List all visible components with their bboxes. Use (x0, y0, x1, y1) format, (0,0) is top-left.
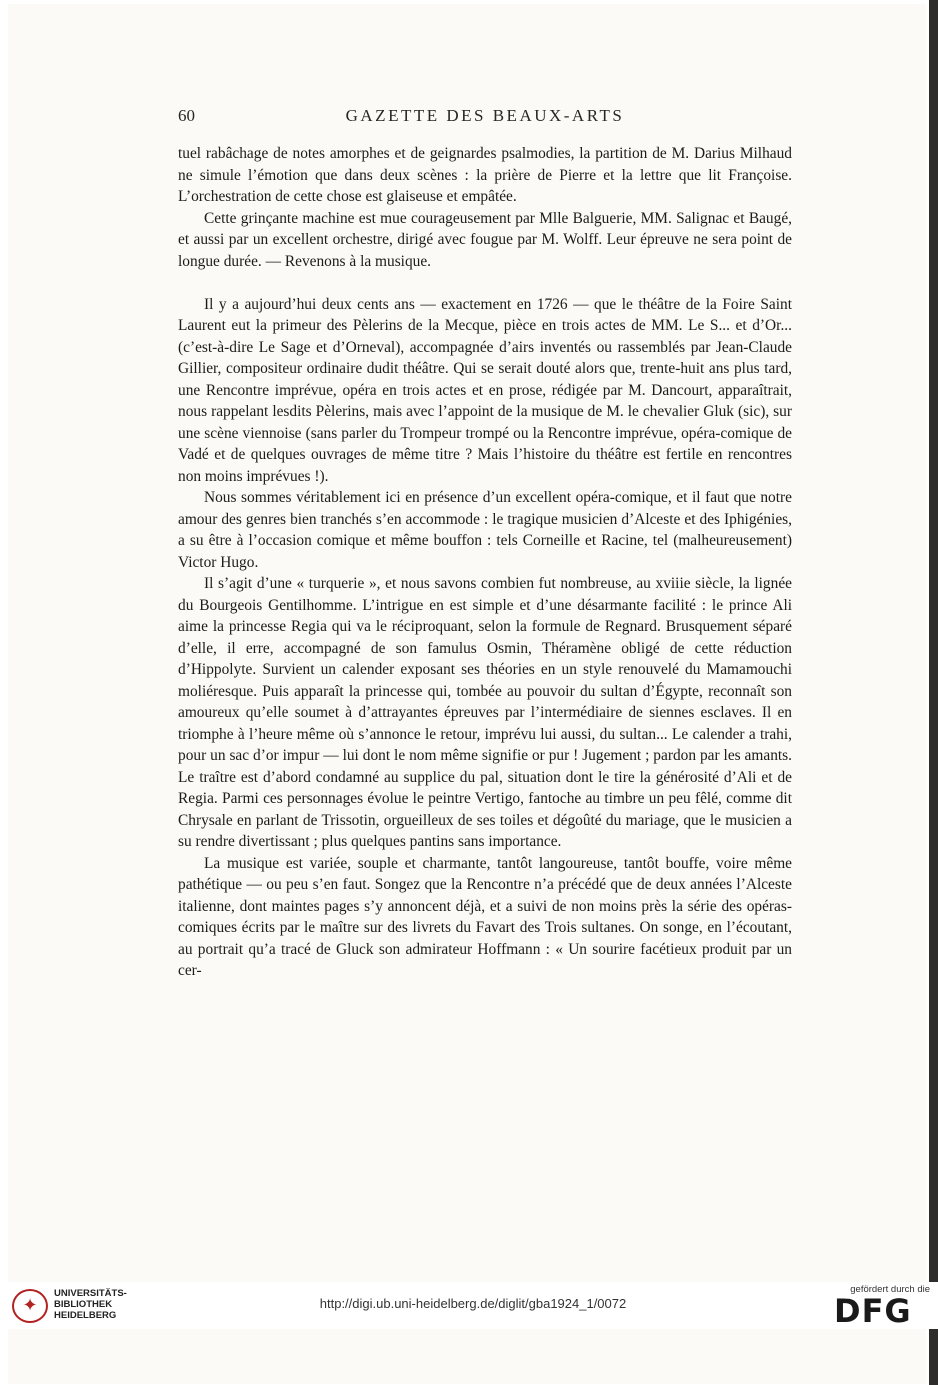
library-seal-icon: ✦ (12, 1289, 48, 1323)
paragraph: Nous sommes véritablement ici en présence d’un excellent opéra-comique, et il faut que notre amour des genres bien tranchés s’en accommode : le tragique musicien d’Alceste et des Iphigénies, a su être à l’occasion comique et même bouffon : tels Corneille et Racine, tel (malheureusement) Victor Hugo. (178, 489, 792, 571)
paragraph: tuel rabâchage de notes amorphes et de geignardes psalmodies, la partition de M. Darius Milhaud ne simule l’émotion que dans deux scènes : la prière de Pierre et la lettre que lit Françoise. L’orchestration de cette chose est glaiseuse et empâtée. (178, 145, 792, 205)
digitization-footer (0, 1282, 938, 1329)
page-edge (929, 0, 938, 1385)
permalink[interactable]: http://digi.ub.uni-heidelberg.de/diglit/gba1924_1/0072 (319, 1296, 627, 1311)
article-body (178, 143, 792, 982)
page-number: 60 (178, 106, 195, 125)
paragraph: Cette grinçante machine est mue courageusement par Mlle Balguerie, MM. Salignac et Baugé, et aussi par un excellent orchestre, dirigé avec fougue par M. Wolff. Leur épreuve ne sera point de longue durée. — Revenons à la musique. (178, 209, 792, 270)
library-logo[interactable] (12, 1286, 162, 1328)
journal-title: GAZETTE DES BEAUX-ARTS (345, 106, 625, 125)
funder-note: gefördert durch die (850, 1284, 930, 1295)
dfg-logo-text: DFG (834, 1292, 912, 1330)
paragraph: Il y a aujourd’hui deux cents ans — exactement en 1726 — que le théâtre de la Foire Saint Laurent eut la primeur des Pèlerins de la Mecque, pièce en trois actes de MM. Le S... et d’Or... (c’est-à-dire Le Sage et d’Orneval), accompagnée d’airs inventés ou rassemblés par Jean-Claude Gillier, compositeur ordinaire dudit théâtre. Qui se serait douté alors que, trente-huit ans plus tard, une Rencontre imprévue, opéra en trois actes et en prose, rédigée par M. Dancourt, apparaîtrait, nous rappelant lesdits Pèlerins, mais avec l’appoint de la musique de M. le chevalier Gluk (sic), sur une scène viennoise (sans parler du Trompeur trompé ou la Rencontre imprévue, opéra-comique de Vadé et de quelques ouvrages de même titre ? Mais l’histoire du théâtre est fertile en rencontres non moins imprévues !). (178, 295, 792, 485)
paragraph: La musique est variée, souple et charmante, tantôt langoureuse, tantôt bouffe, voire même pathétique — ou peu s’en faut. Songez que la Rencontre n’a précédé que de deux années l’Alceste italienne, dont maintes pages s’y annoncent déjà, et a suivi de non moins près la série des opéras-comiques écrits par le maître sur des livrets du Favart des Trois sultanes. On songe, en l’écoutant, au portrait qu’a tracé de Gluck son admirateur Hoffmann : « Un sourire facétieux produit par un cer- (178, 854, 792, 979)
library-name: UNIVERSITÄTS- BIBLIOTHEK HEIDELBERG (54, 1288, 127, 1321)
paragraph: Il s’agit d’une « turquerie », et nous savons combien fut nombreuse, au xviiie siècle, la lignée du Bourgeois Gentilhomme. L’intrigue en est simple et d’une désarmante facilité : le prince Ali aime la princesse Regia qui va le réciproquant, selon la formule de Regnard. Brusquement séparé d’elle, il erre, accompagné de son famulus Osmin, Théramène obligé de cette réduction d’Hippolyte. Survient un calender exposant ses théories en un style renouvelé du Mamamouchi moliéresque. Puis apparaît la princesse qui, tombée au pouvoir du sultan d’Égypte, reconnaît son amoureux qu’elle soumet à d’attrayantes épreuves par l’intermédiaire de siennes esclaves. Il en triomphe à l’heure même où s’annonce le retour, imprévu lui aussi, du sultan... Le calender a trahi, pour un sac d’or impur — lui dont le nom même signifie or pur ! Jugement ; pardon par les amants. Le traître est d’abord condamné au supplice du pal, situation dont le tire la générosité d’Ali et de Regia. Parmi ces personnages évolue le peintre Vertigo, fantoche au timbre un peu fêlé, comme dit Chrysale en parlant de Trissotin, orgueilleux de ses toiles et dégoûté du mariage, que le musicien a su rendre divertissant ; plus quelques pantins sans importance. (178, 575, 792, 850)
running-header (178, 106, 792, 130)
funder-logo[interactable] (830, 1284, 930, 1330)
